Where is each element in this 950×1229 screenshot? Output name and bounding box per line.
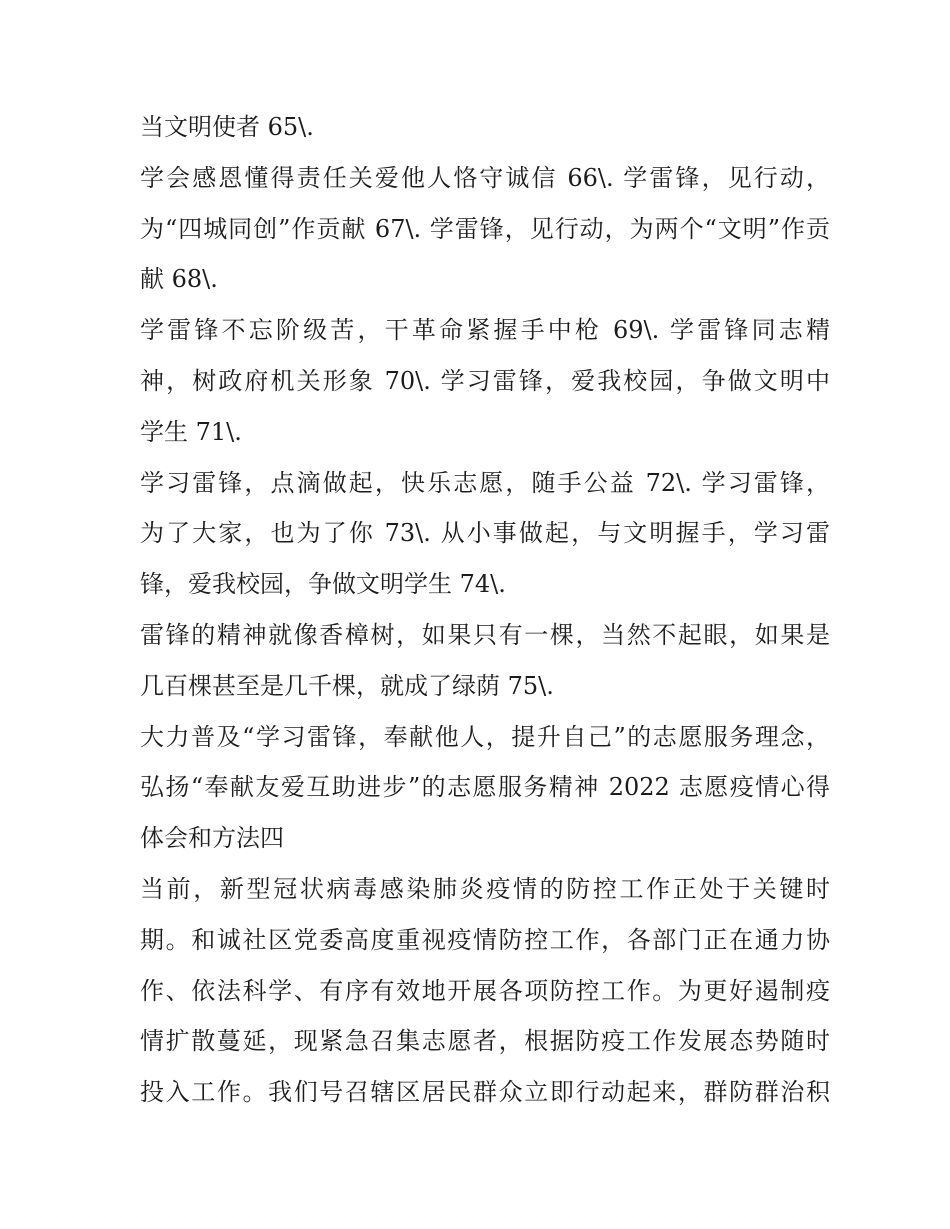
- text-line: 为“四城同创”作贡献 67\. 学雷锋，见行动，为两个“文明”作贡: [140, 214, 830, 243]
- paragraph: [140, 102, 830, 153]
- text-line: 献 68\.: [140, 265, 218, 294]
- text-line: 当前，新型冠状病毒感染肺炎疫情的防控工作正处于关键时: [140, 874, 830, 903]
- text-line: 为了大家，也为了你 73\. 从小事做起，与文明握手，学习雷: [140, 519, 830, 548]
- paragraph: [140, 305, 830, 457]
- text-line: 弘扬“奉献友爱互助进步”的志愿服务精神 2022 志愿疫情心得: [140, 773, 830, 802]
- paragraph: [140, 864, 830, 1118]
- text-line: 学习雷锋，点滴做起，快乐志愿，随手公益 72\. 学习雷锋，: [140, 468, 830, 497]
- text-line: 期。和诚社区党委高度重视疫情防控工作，各部门正在通力协: [140, 925, 830, 954]
- paragraph: [140, 153, 830, 305]
- text-line: 学雷锋不忘阶级苦，干革命紧握手中枪 69\. 学雷锋同志精: [140, 316, 830, 345]
- text-line: 当文明使者 65\.: [140, 113, 314, 141]
- text-line: 锋，爱我校园，争做文明学生 74\.: [140, 570, 506, 599]
- text-line: 神，树政府机关形象 70\. 学习雷锋，爱我校园，争做文明中: [140, 366, 830, 395]
- text-line: 体会和方法四: [140, 824, 284, 853]
- text-line: 学生 71\.: [140, 417, 242, 446]
- paragraph: [140, 712, 830, 864]
- text-line: 几百棵甚至是几千棵，就成了绿荫 75\.: [140, 671, 554, 700]
- text-block: [140, 102, 830, 1118]
- text-line: 学会感恩懂得责任关爱他人恪守诚信 66\. 学雷锋，见行动，: [140, 163, 830, 192]
- paragraph: [140, 610, 830, 712]
- text-line: 雷锋的精神就像香樟树，如果只有一棵，当然不起眼，如果是: [140, 620, 830, 649]
- text-line: 作、依法科学、有序有效地开展各项防控工作。为更好遏制疫: [140, 976, 830, 1005]
- text-line: 投入工作。我们号召辖区居民群众立即行动起来，群防群治积: [140, 1078, 830, 1107]
- text-line: 情扩散蔓延，现紧急召集志愿者，根据防疫工作发展态势随时: [140, 1027, 830, 1056]
- paragraph: [140, 458, 830, 610]
- text-line: 大力普及“学习雷锋，奉献他人，提升自己”的志愿服务理念，: [140, 722, 830, 751]
